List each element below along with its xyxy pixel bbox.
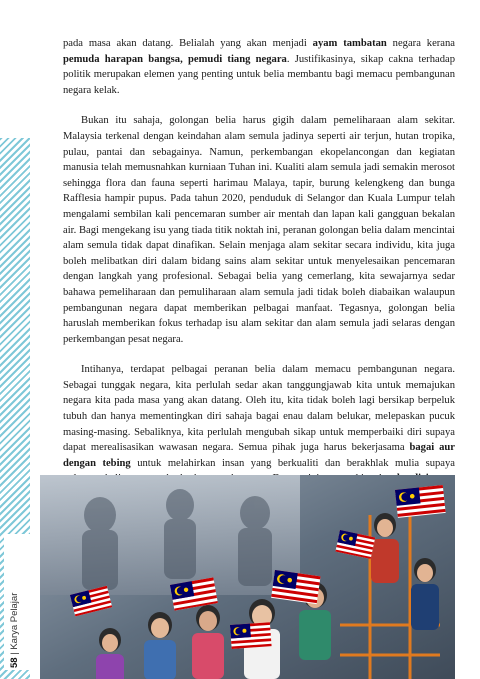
paragraph-1-bold-b: pemuda harapan bangsa, pemudi tiang negara — [63, 53, 287, 65]
paragraph-2: Bukan itu sahaja, golongan belia harus gigih dalam pemeliharaan alam sekitar. Malaysia terkenal dengan keindahan alam semula jadinya seperti air terjun, hutan tropika, pulau, pantai dan sebagainya. Namun, perkembangan ekopelancongan dan kegiatan manusia telah memusnahkan kurniaan Tuhan ini. Kualiti alam semula jadi semakin merosot sehingga flora dan fauna seperti harimau Malaya, tapir, burung kelengkeng dan bunga Rafflesia hampir pupus. Pada tahun 2020, penduduk di Selangor dan Kuala Lumpur telah mengalami sembilan kali pencemaran sumber air mentah dan lapan kali gangguan bekalan air. Bagi mengekang isu yang tiada titik noktah ini, peranan golongan belia dalam mencintai alam semula tidak dapat dinafikan. Selain menjaga alam sekitar secara individu, kita juga boleh melibatkan diri dalam bidang sains alam sekitar untuk menyelesaikan pencemaran dengan langkah yang profesional. Sebagai belia yang cemerlang, kita sewajarnya sedar bahawa pemeliharaan dan pemuliharaan alam semula jadi tidak boleh diabaikan walaupun pembangunan negara dapat memberikan pelbagai manfaat. Tegasnya, golongan belia haruslah memberikan fokus terhadap isu alam sekitar dan alam semula jadi selaras dengan perkembangan pesat negara. — [63, 115, 455, 345]
photo-youth-with-flags — [40, 475, 455, 679]
page-number: 58 — [9, 657, 20, 668]
paragraph-1-bold-a: ayam tambatan — [312, 38, 387, 49]
paragraph-1 — [63, 36, 455, 98]
paragraph-3-text-b: untuk melahirkan insan yang berkualiti dan berakhlak mulia supaya — [137, 457, 455, 469]
paragraph-1-text-a: pada masa akan datang. Belialah yang akan menjadi — [63, 38, 313, 49]
footer-separator: | — [9, 652, 20, 655]
book-title: Karya Pelajar — [9, 592, 20, 650]
paragraph-3-bold-a: bagai aur dengan tebing — [63, 442, 455, 469]
paragraph-3-text-a: Intihanya, terdapat pelbagai peranan belia dalam memacu pembangunan negara. Sebagai tunggak negara, kita perlulah sedar akan tanggungjawab kita untuk memajukan negara kita pada masa yang akan datang. Oleh itu, kita tidak boleh lagi bersikap berpeluk tubuh dan hanya mementingkan diri sahaja bagai enau dalam belukar, melepaskan pucuk masing-masing. Sebaliknya, kita perlulah mengubah sikap untuk memperbaiki diri supaya dapat merealisasikan wawasan negara. Semua pihak juga harus bekerjasama — [63, 364, 455, 454]
paragraph-1-text-b: negara kerana — [386, 38, 455, 49]
page-footer-vertical — [9, 593, 20, 668]
paragraph-1-text-c: . Justifikasinya, sikap cakna terhadap politik merupakan elemen yang penting untuk belia membantu bagi memacu pembangunan negara kelak. — [63, 53, 455, 96]
